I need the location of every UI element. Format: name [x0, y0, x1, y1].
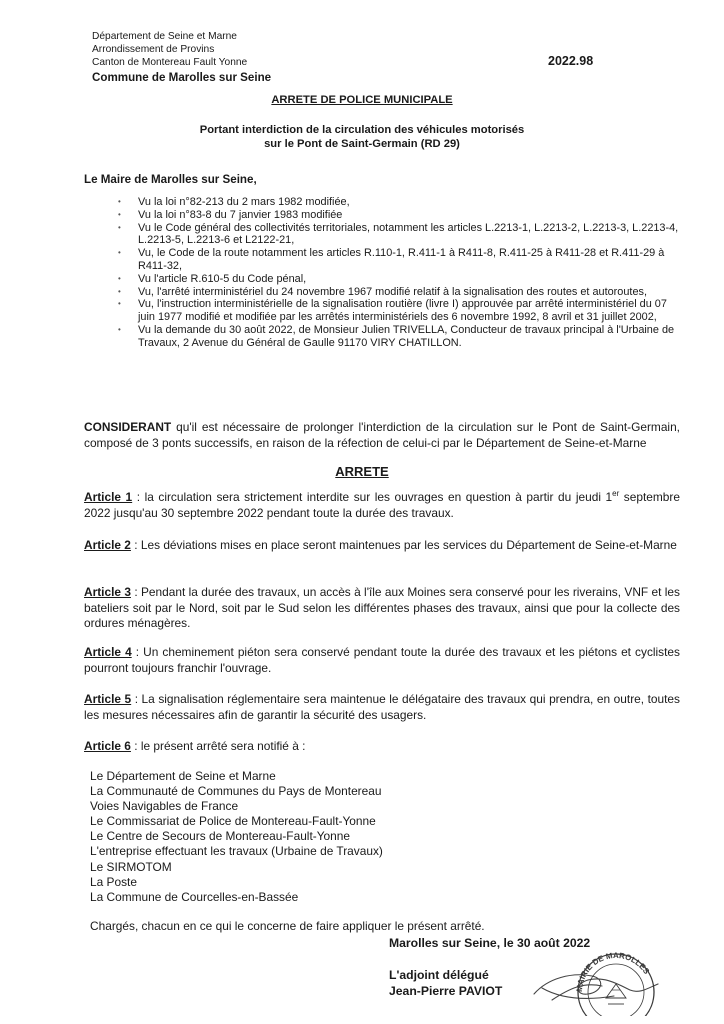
article-4-label: Article 4 — [84, 645, 132, 659]
closing-statement: Chargés, chacun en ce qui le concerne de faire appliquer le présent arrêté. — [90, 919, 485, 933]
signature-and-seal-stamp — [522, 936, 702, 1016]
article-6-label: Article 6 — [84, 739, 131, 753]
recipient-item: L'entreprise effectuant les travaux (Urbaine de Travaux) — [90, 844, 383, 859]
decree-reference-number: 2022.98 — [548, 54, 594, 68]
article-1-superscript: er — [612, 489, 620, 499]
administrative-header — [92, 30, 271, 85]
article-3-label: Article 3 — [84, 585, 131, 599]
vu-text: Vu la loi n°82-213 du 2 mars 1982 modifiée, — [138, 196, 350, 208]
subtitle-line-2: sur le Pont de Saint-Germain (RD 29) — [264, 137, 460, 150]
signatory-role: L'adjoint délégué — [389, 968, 489, 982]
recipient-item: Voies Navigables de France — [90, 799, 239, 814]
vu-item — [108, 247, 682, 273]
recipient-item: La Communauté de Communes du Pays de Montereau — [90, 784, 382, 799]
article-5 — [84, 692, 680, 723]
vu-list — [108, 196, 682, 350]
recipient-item: Le SIRMOTOM — [90, 859, 172, 874]
vu-item — [108, 196, 682, 209]
article-4-text: : Un cheminement piéton sera conservé pendant toute la durée des travaux et les piétons et cyclistes pourront toujours franchir l'ouvrage. — [84, 645, 680, 675]
considerant-text: qu'il est nécessaire de prolonger l'interdiction de la circulation sur le Pont de Saint-Germain, composé de 3 ponts successifs, en raison de la réfection de celui-ci par le Département de Seine-et-Marne — [84, 420, 680, 450]
article-3-text: : Pendant la durée des travaux, un accès à l'île aux Moines sera conservé pour les riverains, VNF et les bateliers soit par le Nord, soit par le Sud selon les différentes phases des travaux, ainsi que pour la collecte des ordures ménagères. — [84, 585, 680, 631]
signatory-block — [389, 968, 502, 999]
article-6 — [84, 739, 680, 755]
vu-text: Vu l'article R.610-5 du Code pénal, — [138, 272, 307, 285]
article-5-text: : La signalisation réglementaire sera maintenue le délégataire des travaux qui prendra, en outre, toutes les mesures nécessaires afin de garantir la sécurité des usagers. — [84, 692, 680, 722]
article-3 — [84, 585, 680, 632]
handwritten-signature — [534, 975, 658, 1000]
vu-item — [108, 209, 682, 222]
vu-text: Vu le Code général des collectivités territoriales, notamment les articles L.2213-1, L.2213-2, L.2213-3, L.2213-4, L.2213-5, L.2213-6 et L2122-21, — [138, 221, 679, 247]
bullet-icon: • — [118, 324, 121, 334]
vu-item — [108, 273, 682, 286]
bullet-icon: • — [118, 197, 121, 206]
article-5-label: Article 5 — [84, 692, 132, 706]
vu-text: Vu, l'arrêté interministériel du 24 novembre 1967 modifié relatif à la signalisation des routes et autoroutes, — [138, 285, 647, 298]
article-4 — [84, 645, 680, 676]
article-6-text: : le présent arrêté sera notifié à : — [130, 739, 306, 753]
header-line-arrondissement: Arrondissement de Provins — [92, 44, 215, 56]
vu-text: Vu, l'instruction interministérielle de la signalisation routière (livre I) approuvée par arrêté interministériel du 07 juin 1977 modifié et modifiée par les arrêtés interministériels des 6 novembre 1992, 8 avril et 31 juillet 2002, — [138, 298, 667, 324]
bullet-icon: • — [118, 209, 121, 219]
article-1 — [84, 490, 680, 521]
signatory-name: Jean-Pierre PAVIOT — [389, 983, 503, 998]
header-commune: Commune de Marolles sur Seine — [92, 70, 272, 84]
recipient-item: La Poste — [90, 874, 137, 889]
vu-item — [108, 222, 682, 248]
document-title: ARRETE DE POLICE MUNICIPALE — [271, 94, 453, 106]
recipient-item: Le Commissariat de Police de Montereau-Fault-Yonne — [90, 814, 376, 829]
vu-item — [108, 286, 682, 299]
vu-text: Vu la demande du 30 août 2022, de Monsieur Julien TRIVELLA, Conducteur de travaux principal à l'Urbaine de Travaux, 2 Avenue du Général de Gaulle 91170 VIRY CHATILLON. — [138, 323, 675, 349]
subtitle-line-1: Portant interdiction de la circulation des véhicules motorisés — [199, 124, 525, 136]
document-subtitle — [0, 124, 724, 151]
recipients-list — [90, 769, 383, 905]
bullet-icon: • — [118, 248, 121, 258]
bullet-icon: • — [118, 299, 121, 309]
bullet-icon: • — [118, 286, 121, 296]
considerant-label: CONSIDERANT — [84, 420, 172, 434]
article-1-label: Article 1 — [84, 490, 133, 504]
article-2-label: Article 2 — [84, 538, 131, 552]
seal-lettering: MAIRIE DE MAROLLES — [574, 950, 652, 993]
vu-item — [108, 298, 682, 324]
header-line-canton: Canton de Montereau Fault Yonne — [92, 57, 248, 69]
considerant-paragraph — [84, 420, 680, 451]
header-line-departement: Département de Seine et Marne — [92, 31, 237, 42]
place-and-date: Marolles sur Seine, le 30 août 2022 — [389, 936, 591, 950]
article-2-text: : Les déviations mises en place seront maintenues par les services du Département de Seine-et-Marne — [130, 538, 677, 552]
vu-item — [108, 324, 682, 350]
article-1-text-end: septembre 2022 jusqu'au 30 septembre 2022 pendant toute la durée des travaux. — [84, 490, 680, 520]
recipient-item: Le Centre de Secours de Montereau-Fault-Yonne — [90, 829, 350, 844]
arrete-heading: ARRETE — [335, 464, 389, 479]
recipient-item: Le Département de Seine et Marne — [90, 769, 276, 783]
vu-text: Vu, le Code de la route notamment les articles R.110-1, R.411-1 à R411-8, R.411-25 à R411-28 et R.411-29 à R411-32, — [138, 247, 665, 272]
bullet-icon: • — [118, 222, 121, 232]
maire-heading: Le Maire de Marolles sur Seine, — [84, 173, 257, 186]
bullet-icon: • — [118, 273, 121, 283]
article-2 — [84, 538, 680, 554]
article-1-text: : la circulation sera strictement interdite sur les ouvrages en question à partir du jeudi 1 — [132, 490, 613, 504]
recipient-item: La Commune de Courcelles-en-Bassée — [90, 889, 299, 904]
vu-text: Vu la loi n°83-8 du 7 janvier 1983 modifiée — [138, 208, 343, 221]
